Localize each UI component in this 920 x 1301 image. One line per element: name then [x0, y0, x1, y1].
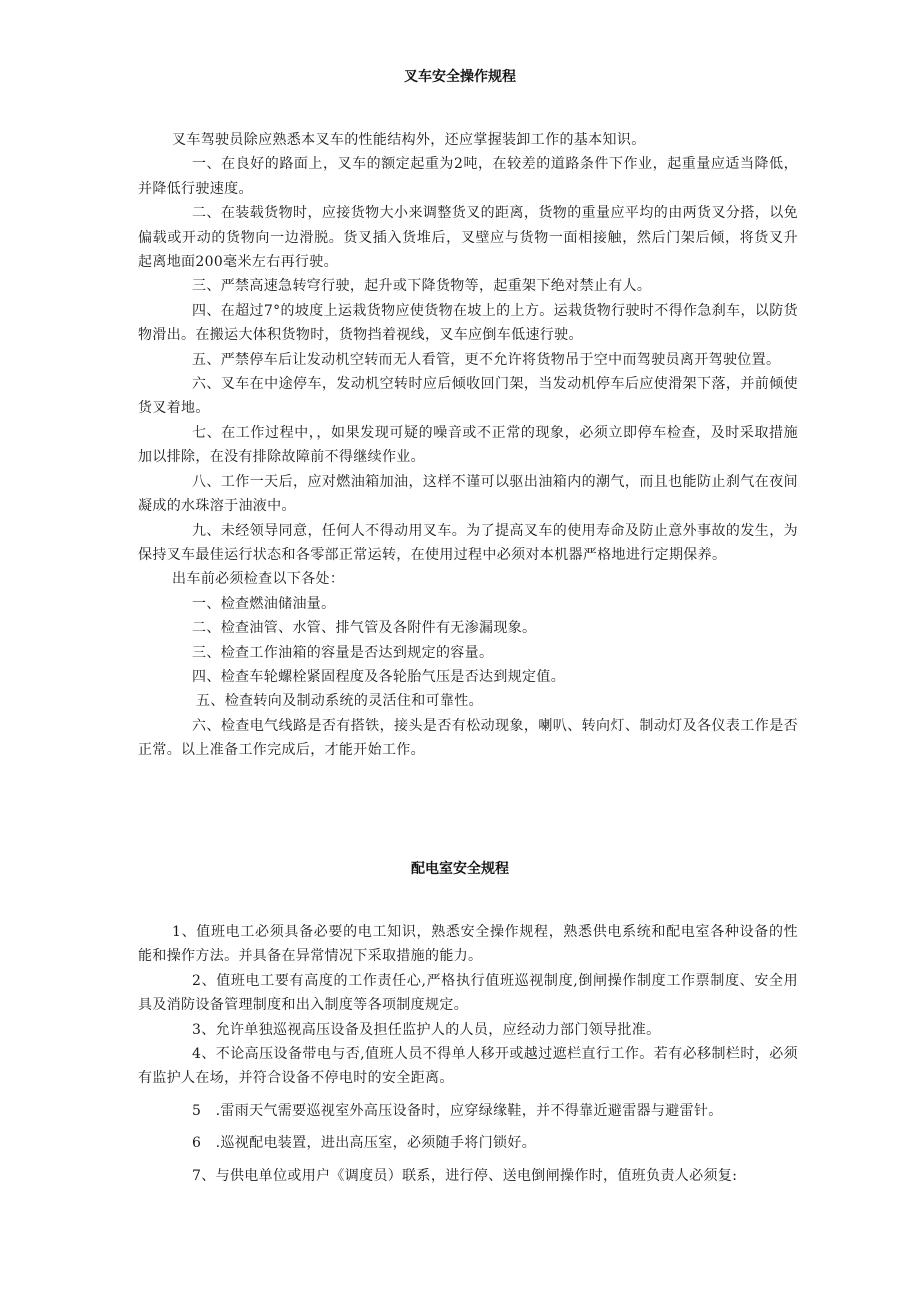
section1-paragraph: 四、在超过7°的坡度上运栽货物应使货物在坡上的上方。运栽货物行驶时不得作急刹车，以防货物滑出。在搬运大体积货物时，货物挡着视线，叉车应倒车低速行驶。 — [138, 302, 798, 344]
section2-body — [138, 920, 798, 1188]
section2-paragraph: 6 .巡视配电装置，进出高压室，必须随手将门锁好。 — [192, 1135, 537, 1152]
check-item: 四、检查车轮螺栓紧固程度及各轮胎气压是否达到规定值。 — [192, 668, 566, 685]
section1-paragraph: 三、严禁高速急转穹行驶，起升或下降货物等，起重架下绝对禁止有人。 — [192, 278, 652, 295]
section1-paragraph: 八、工作一天后，应对燃油箱加油，这样不谨可以驱出油箱内的潮气，而且也能防止刹气在夜间凝成的水珠溶于油液中。 — [138, 473, 798, 515]
section2-paragraph: 7、与供电单位或用户《调度员）联系，进行停、送电倒闸操作时，值班负责人必须复: — [192, 1167, 738, 1184]
section1-body — [138, 128, 798, 763]
check-item: 五、检查转向及制动系统的灵活住和可靠性。 — [196, 693, 483, 710]
section2-paragraph: 5 .雷雨天气需要巡视室外高压设备时，应穿绿缘鞋，并不得靠近避雷器与避雷针。 — [192, 1102, 723, 1119]
check-item: 三、检查工作油箱的容量是否达到规定的容量。 — [192, 644, 494, 661]
section1-paragraph: 六、叉车在中途停车，发动机空转时应后倾收回门架，当发动机停车后应使滑架下落，并前倾使货叉着地。 — [138, 376, 798, 417]
section1-intro: 叉车驾驶员除应熟悉本叉车的性能结构外，还应掌握装卸工作的基本知识。 — [172, 132, 646, 148]
check-heading: 出车前必须检查以下各处： — [172, 571, 345, 588]
check-item: 一、检查燃油储油量。 — [192, 595, 336, 612]
section1-paragraph: 五、严禁停车后让发动机空转而无人看管，更不允许将货物吊于空中而驾驶员离开驾驶位置。 — [192, 351, 781, 368]
section2-title: 配电室安全规程 — [411, 861, 509, 877]
section2-paragraph: 4、不论高压设备带电与否,值班人员不得单人移开或越过遮栏直行工作。若有必移制栏时，必须有监护人在场，并符合设备不停电时的安全距离。 — [138, 1046, 798, 1087]
check-item: 六、检查电气线路是否有搭铁，接头是否有松动现象，喇叭、转向灯、制动灯及各仪表工作是否正常。以上准备工作完成后，才能开始工作。 — [138, 717, 798, 759]
section1-title: 叉车安全操作规程 — [404, 69, 516, 85]
section1-paragraph: 九、未经领导同意，任何人不得动用叉车。为了提高叉车的使用寿命及防止意外事故的发生，为保持叉车最佳运行状态和各零部正常运转，在使用过程中必须对本机器严格地进行定期保养。 — [138, 522, 798, 563]
section1-paragraph: 七、在工作过程中，，如果发现可疑的噪音或不正常的现象，必须立即停车检查，及时采取措施加以排除，在没有排除故障前不得继续作业。 — [138, 424, 798, 466]
section2-paragraph: 1、值班电工必须具备必要的电工知识，熟悉安全操作规程，熟悉供电系统和配电室各种设备的性能和操作方法。并具备在异常情况下采取措施的能力。 — [138, 924, 798, 965]
section2-paragraph: 3、允许单独巡视高压设备及担任监护人的人员，应经动力部门领导批准。 — [192, 1021, 661, 1038]
check-item: 二、检查油管、水管、排气管及各附件有无渗漏现象。 — [192, 620, 537, 637]
section1-paragraph: 二、在装载货物时，应接货物大小来调整货叉的距离，货物的重量应平均的由两货叉分搭，以免偏载或开动的货物向一边滑脱。货叉插入货堆后，叉壁应与货物一面相接触，然后门架后倾，将货叉升起离地面200毫米左右再行驶。 — [138, 205, 798, 271]
section2-paragraph: 2、值班电工要有高度的工作责任心,严格执行值班巡视制度,倒闸操作制度工作票制度、安全用具及消防设备管理制度和出入制度等各项制度规定。 — [138, 972, 798, 1014]
section1-paragraph: 一、在良好的路面上，叉车的额定起重为2吨，在较差的道路条件下作业，起重量应适当降低，并降低行驶速度。 — [138, 156, 798, 197]
